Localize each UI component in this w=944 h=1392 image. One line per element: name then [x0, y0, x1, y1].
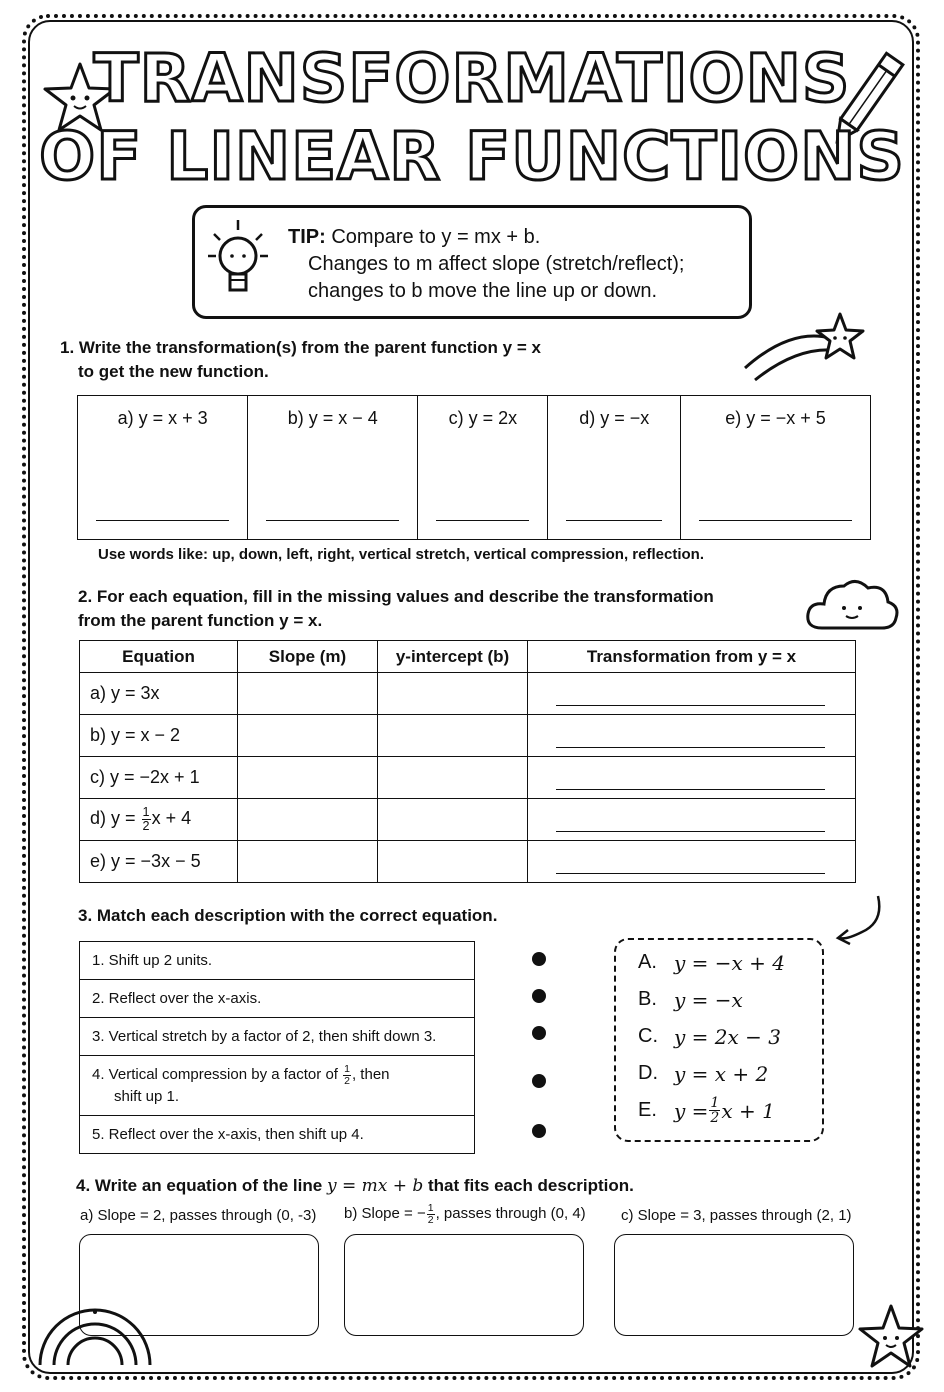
fraction-numerator: 1 — [710, 1095, 720, 1111]
q1-cell-a — [78, 396, 248, 540]
row-equation: y = 3x — [111, 683, 160, 703]
q2-equation — [80, 799, 238, 841]
transformation-cell[interactable] — [528, 799, 856, 841]
q1-hint: Use words like: up, down, left, right, vertical stretch, vertical compression, reflection. — [98, 546, 704, 563]
q2-header-equation: Equation — [80, 641, 238, 673]
q4-prompt-math: y = mx + b — [326, 1176, 424, 1196]
intercept-cell[interactable] — [378, 715, 528, 757]
q4-answer-box-a[interactable] — [79, 1234, 319, 1336]
transformation-cell[interactable] — [528, 715, 856, 757]
q1-cell-e — [681, 396, 871, 540]
q1-item-c: c) y = 2x — [448, 408, 518, 428]
row-label: e) — [90, 851, 107, 871]
q4-label-b — [344, 1203, 586, 1225]
slope-cell[interactable] — [238, 841, 378, 883]
fraction-numerator: 1 — [142, 805, 150, 820]
row-label: b) — [90, 725, 107, 745]
answer-letter: A. — [638, 951, 657, 973]
title-line-2: OF LINEAR FUNCTIONS — [39, 118, 905, 195]
match-dot-3[interactable] — [532, 1026, 546, 1040]
star-icon-bottom — [856, 1302, 926, 1374]
answer-line[interactable] — [556, 789, 825, 790]
q2-table — [79, 640, 856, 883]
tip-line-2: Changes to m affect slope (stretch/reflect); — [308, 253, 685, 275]
description-5: 5. Reflect over the x-axis, then shift up 4. — [80, 1116, 475, 1154]
fraction-denominator: 2 — [344, 1074, 350, 1087]
q1-item-b: b) y = x − 4 — [287, 408, 378, 428]
match-dot-5[interactable] — [532, 1124, 546, 1138]
tip-line-1 — [288, 224, 540, 251]
transformation-cell[interactable] — [528, 673, 856, 715]
table-row — [80, 1056, 475, 1116]
row-label: c) — [90, 767, 105, 787]
fraction-denominator: 2 — [710, 1110, 720, 1126]
q2-equation — [80, 715, 238, 757]
q2-prompt-line-2: from the parent function y = x. — [78, 611, 323, 630]
answer-letter: B. — [638, 988, 657, 1010]
q2-header-intercept: y-intercept (b) — [378, 641, 528, 673]
q4-label-c: c) Slope = 3, passes through (2, 1) — [621, 1207, 852, 1224]
q1-prompt-line-2: to get the new function. — [78, 362, 269, 381]
fraction-denominator: 2 — [142, 819, 150, 833]
q4-answer-box-c[interactable] — [614, 1234, 854, 1336]
table-row — [80, 673, 856, 715]
slope-cell[interactable] — [238, 715, 378, 757]
answer-equation: y = −x — [674, 987, 743, 1012]
fraction — [427, 1203, 435, 1225]
fraction-numerator: 1 — [427, 1202, 434, 1214]
q2-header-slope: Slope (m) — [238, 641, 378, 673]
q4-prompt-pre: 4. Write an equation of the line — [76, 1176, 327, 1195]
table-row — [80, 715, 856, 757]
description-4 — [80, 1056, 475, 1116]
intercept-cell[interactable] — [378, 673, 528, 715]
q2-header-transformation: Transformation from y = x — [528, 641, 856, 673]
row-equation: y = −2x + 1 — [110, 767, 200, 787]
answer-line[interactable] — [699, 520, 852, 521]
answer-equation: y = −x + 4 — [674, 950, 786, 975]
answer-letter: C. — [638, 1025, 658, 1047]
row-equation: y = x − 2 — [111, 725, 181, 745]
fraction-numerator: 1 — [344, 1063, 350, 1076]
answer-line[interactable] — [556, 831, 825, 832]
q1-cell-c — [418, 396, 548, 540]
row-equation-post: x + 4 — [151, 808, 192, 829]
fraction — [709, 1096, 720, 1125]
shooting-star-icon — [740, 308, 870, 388]
q2-equation — [80, 757, 238, 799]
intercept-cell[interactable] — [378, 841, 528, 883]
answer-D[interactable] — [638, 1055, 818, 1092]
slope-cell[interactable] — [238, 799, 378, 841]
table-row — [80, 757, 856, 799]
row-label: a) — [90, 683, 107, 703]
slope-cell[interactable] — [238, 673, 378, 715]
q4-label-b-pre: b) Slope = − — [344, 1204, 426, 1222]
tip-line-3: changes to b move the line up or down. — [308, 280, 658, 302]
q1-cell-d — [548, 396, 681, 540]
answer-line[interactable] — [556, 747, 825, 748]
cloud-icon — [804, 572, 900, 638]
description-3: 3. Vertical stretch by a factor of 2, then shift down 3. — [80, 1018, 475, 1056]
description-2: 2. Reflect over the x-axis. — [80, 980, 475, 1018]
row-equation-pre: y = — [111, 808, 141, 829]
row-equation: y = −3x − 5 — [111, 851, 201, 871]
answer-B[interactable] — [638, 981, 818, 1018]
answer-equation-pre: y = — [674, 1098, 709, 1123]
match-dot-4[interactable] — [532, 1074, 546, 1088]
lightbulb-icon — [206, 216, 270, 306]
tip-label: TIP: — [288, 226, 326, 248]
q2-equation — [80, 673, 238, 715]
transformation-cell[interactable] — [528, 841, 856, 883]
intercept-cell[interactable] — [378, 757, 528, 799]
intercept-cell[interactable] — [378, 799, 528, 841]
answer-C[interactable] — [638, 1018, 818, 1055]
q1-prompt-line-1: 1. Write the transformation(s) from the parent function y = x — [60, 338, 541, 357]
answer-equation-post: x + 1 — [721, 1098, 775, 1123]
answer-E[interactable] — [638, 1092, 818, 1129]
tip-text-1: Compare to y = mx + b. — [331, 226, 541, 248]
q2-equation — [80, 841, 238, 883]
answer-choices — [638, 944, 818, 1129]
description-4-line-2: shift up 1. — [114, 1088, 180, 1106]
answer-line[interactable] — [96, 520, 229, 521]
q1-item-a: a) y = x + 3 — [117, 408, 208, 428]
match-dot-1[interactable] — [532, 952, 546, 966]
table-row — [80, 980, 475, 1018]
answer-equation: y = 2x − 3 — [674, 1024, 781, 1049]
answer-line[interactable] — [266, 520, 399, 521]
q4-prompt-post: that fits each description. — [423, 1176, 634, 1195]
answer-letter: D. — [638, 1062, 658, 1084]
match-dot-2[interactable] — [532, 989, 546, 1003]
row-label: d) — [90, 808, 107, 829]
q1-cell-b — [248, 396, 418, 540]
q1-table — [77, 395, 871, 540]
fraction-denominator: 2 — [427, 1213, 434, 1226]
q1-item-e: e) y = −x + 5 — [725, 408, 826, 428]
description-4-tail: , then — [351, 1066, 390, 1083]
table-row — [80, 942, 475, 980]
q2-prompt-line-1: 2. For each equation, fill in the missing values and describe the transformation — [78, 587, 714, 606]
table-row — [80, 799, 856, 841]
q1-item-d: d) y = −x — [579, 408, 650, 428]
answer-line[interactable] — [436, 520, 529, 521]
table-row — [80, 841, 856, 883]
answer-line[interactable] — [556, 705, 825, 706]
q4-label-a: a) Slope = 2, passes through (0, -3) — [80, 1207, 317, 1224]
description-1: 1. Shift up 2 units. — [80, 942, 475, 980]
table-row — [80, 1116, 475, 1154]
curly-arrow-icon — [832, 892, 884, 952]
q3-descriptions-table — [79, 941, 475, 1154]
fraction — [142, 806, 151, 832]
table-row — [80, 1018, 475, 1056]
description-4-text: 4. Vertical compression by a factor of — [92, 1066, 338, 1083]
fraction — [343, 1064, 351, 1086]
q4-prompt — [76, 1174, 634, 1198]
answer-line[interactable] — [566, 520, 662, 521]
q3-prompt: 3. Match each description with the correct equation. — [78, 906, 498, 925]
slope-cell[interactable] — [238, 757, 378, 799]
answer-equation: y = x + 2 — [674, 1061, 769, 1086]
transformation-cell[interactable] — [528, 757, 856, 799]
title-line-1: TRANSFORMATIONS — [93, 40, 851, 117]
q4-answer-box-b[interactable] — [344, 1234, 584, 1336]
answer-line[interactable] — [556, 873, 825, 874]
q4-label-b-post: , passes through (0, 4) — [435, 1204, 586, 1222]
answer-letter: E. — [638, 1099, 657, 1121]
answer-A[interactable] — [638, 944, 818, 981]
